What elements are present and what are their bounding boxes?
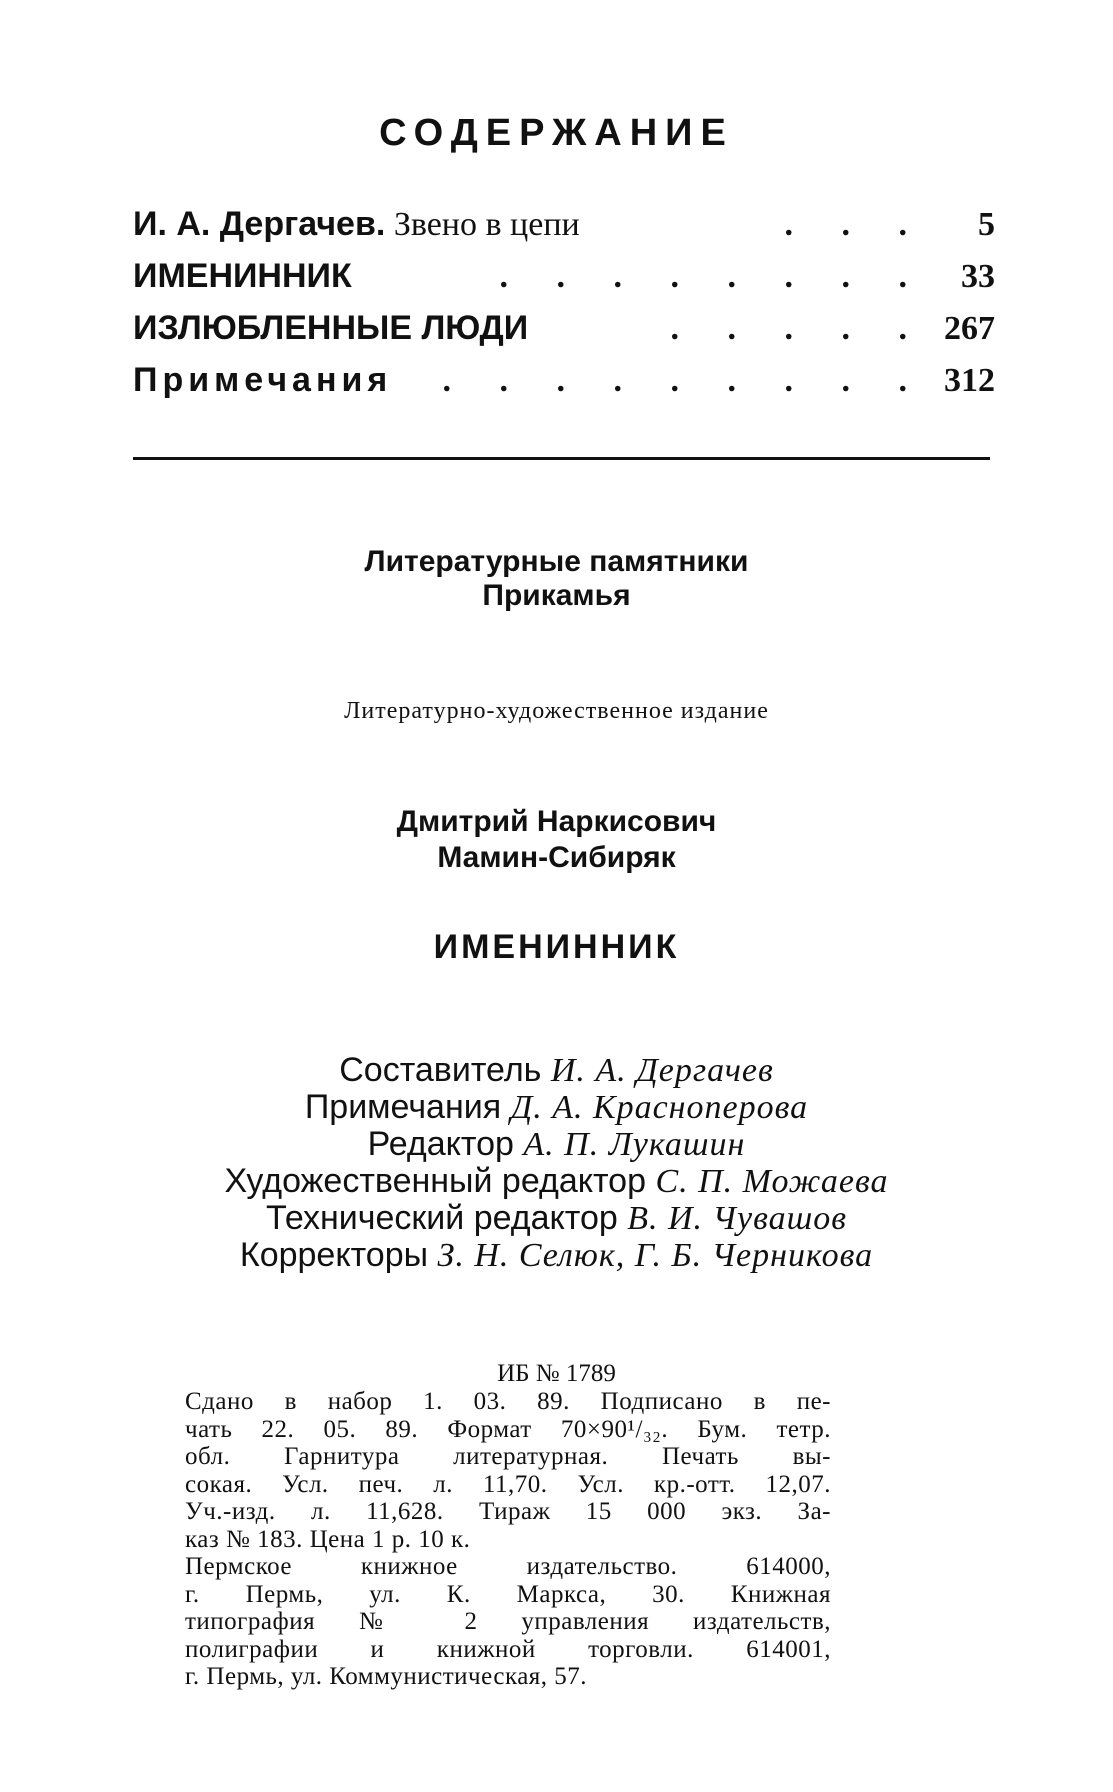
imprint-line: Уч.-изд. л. 11,628. Тираж 15 000 экз. За- <box>185 1498 831 1525</box>
imprint-line: каз № 183. Цена 1 р. 10 к. <box>185 1525 471 1553</box>
imprint-number: ИБ № 1789 <box>497 1360 616 1387</box>
credit-person: С. П. Можаева <box>655 1163 889 1200</box>
imprint-line: чать 22. 05. 89. Формат 70×90¹/₃₂. Бум. тетр. <box>185 1415 831 1443</box>
credit-role: Художественный редактор <box>224 1162 646 1200</box>
credit-role: Корректоры <box>239 1236 429 1274</box>
credit-line <box>0 1200 1113 1237</box>
toc-entry-title: ИЗЛЮБЛЕННЫЕ ЛЮДИ <box>133 309 529 347</box>
series-title <box>0 545 1113 613</box>
credit-person: И. А. Дергачев <box>550 1052 774 1089</box>
credits-block <box>0 1052 1113 1274</box>
toc-page-number: 312 <box>944 362 995 399</box>
imprint-line: Сдано в набор 1. 03. 89. Подписано в пе- <box>185 1388 831 1415</box>
toc-leader-dots: . . . . . <box>670 310 927 347</box>
toc-leader-dots: . . . . . . . . <box>499 258 927 295</box>
toc-entry-title: Примечания <box>133 361 393 399</box>
credit-line <box>0 1089 1113 1126</box>
toc-title: СОДЕРЖАНИЕ <box>379 112 734 154</box>
imprint-line: г. Пермь, ул. Коммунистическая, 57. <box>185 1663 588 1690</box>
author-name-line: Дмитрий Наркисович <box>396 805 717 838</box>
credit-line <box>0 1163 1113 1200</box>
credit-role: Редактор <box>367 1125 514 1163</box>
credit-line <box>0 1052 1113 1089</box>
toc-entry-title: Звено в цепи <box>393 206 580 243</box>
credit-person: З. Н. Селюк, Г. Б. Черникова <box>437 1237 874 1274</box>
credit-role: Составитель <box>339 1051 542 1089</box>
toc-entry <box>133 257 995 307</box>
credit-person: А. П. Лукашин <box>523 1126 746 1163</box>
toc-entry-author: И. А. Дергачев. <box>133 205 386 243</box>
imprint-line: Пермское книжное издательство. 614000, <box>185 1553 831 1580</box>
toc-entry <box>133 205 995 255</box>
imprint-line: полиграфии и книжной торговли. 614001, <box>185 1635 831 1663</box>
credit-line <box>0 1126 1113 1163</box>
toc-leader-dots: . . . <box>784 206 927 243</box>
toc-page-number: 267 <box>944 310 995 347</box>
toc-page-number: 33 <box>961 258 995 295</box>
credit-person: В. И. Чувашов <box>627 1200 848 1237</box>
imprint-line: г. Пермь, ул. К. Маркса, 30. Книжная <box>185 1580 831 1608</box>
book-title: ИМЕНИННИК <box>433 928 680 966</box>
toc-entry <box>133 361 995 411</box>
author-name-line: Мамин-Сибиряк <box>437 841 676 874</box>
credit-role: Технический редактор <box>265 1199 618 1237</box>
imprint-line: сокая. Усл. печ. л. 11,70. Усл. кр.-отт. 12,07. <box>185 1470 831 1498</box>
divider-rule <box>133 457 990 460</box>
genre-label: Литературно-художественное издание <box>344 698 769 724</box>
imprint-block <box>185 1388 831 1691</box>
credit-role: Примечания <box>304 1088 502 1126</box>
toc-entry <box>133 309 995 359</box>
series-title-line: Литературные памятники <box>364 545 749 578</box>
toc-entry-title: ИМЕНИННИК <box>133 257 352 295</box>
toc-page-number: 5 <box>978 206 995 243</box>
credit-person: Д. А. Красноперова <box>510 1089 809 1126</box>
series-title-line: Прикамья <box>482 579 631 612</box>
credit-line <box>0 1237 1113 1274</box>
toc-leader-dots: . . . . . . . . . <box>442 362 927 399</box>
imprint-line: обл. Гарнитура литературная. Печать вы- <box>185 1443 831 1470</box>
author-name <box>0 804 1113 876</box>
imprint-line: типография № 2 управления издательств, <box>185 1608 831 1635</box>
